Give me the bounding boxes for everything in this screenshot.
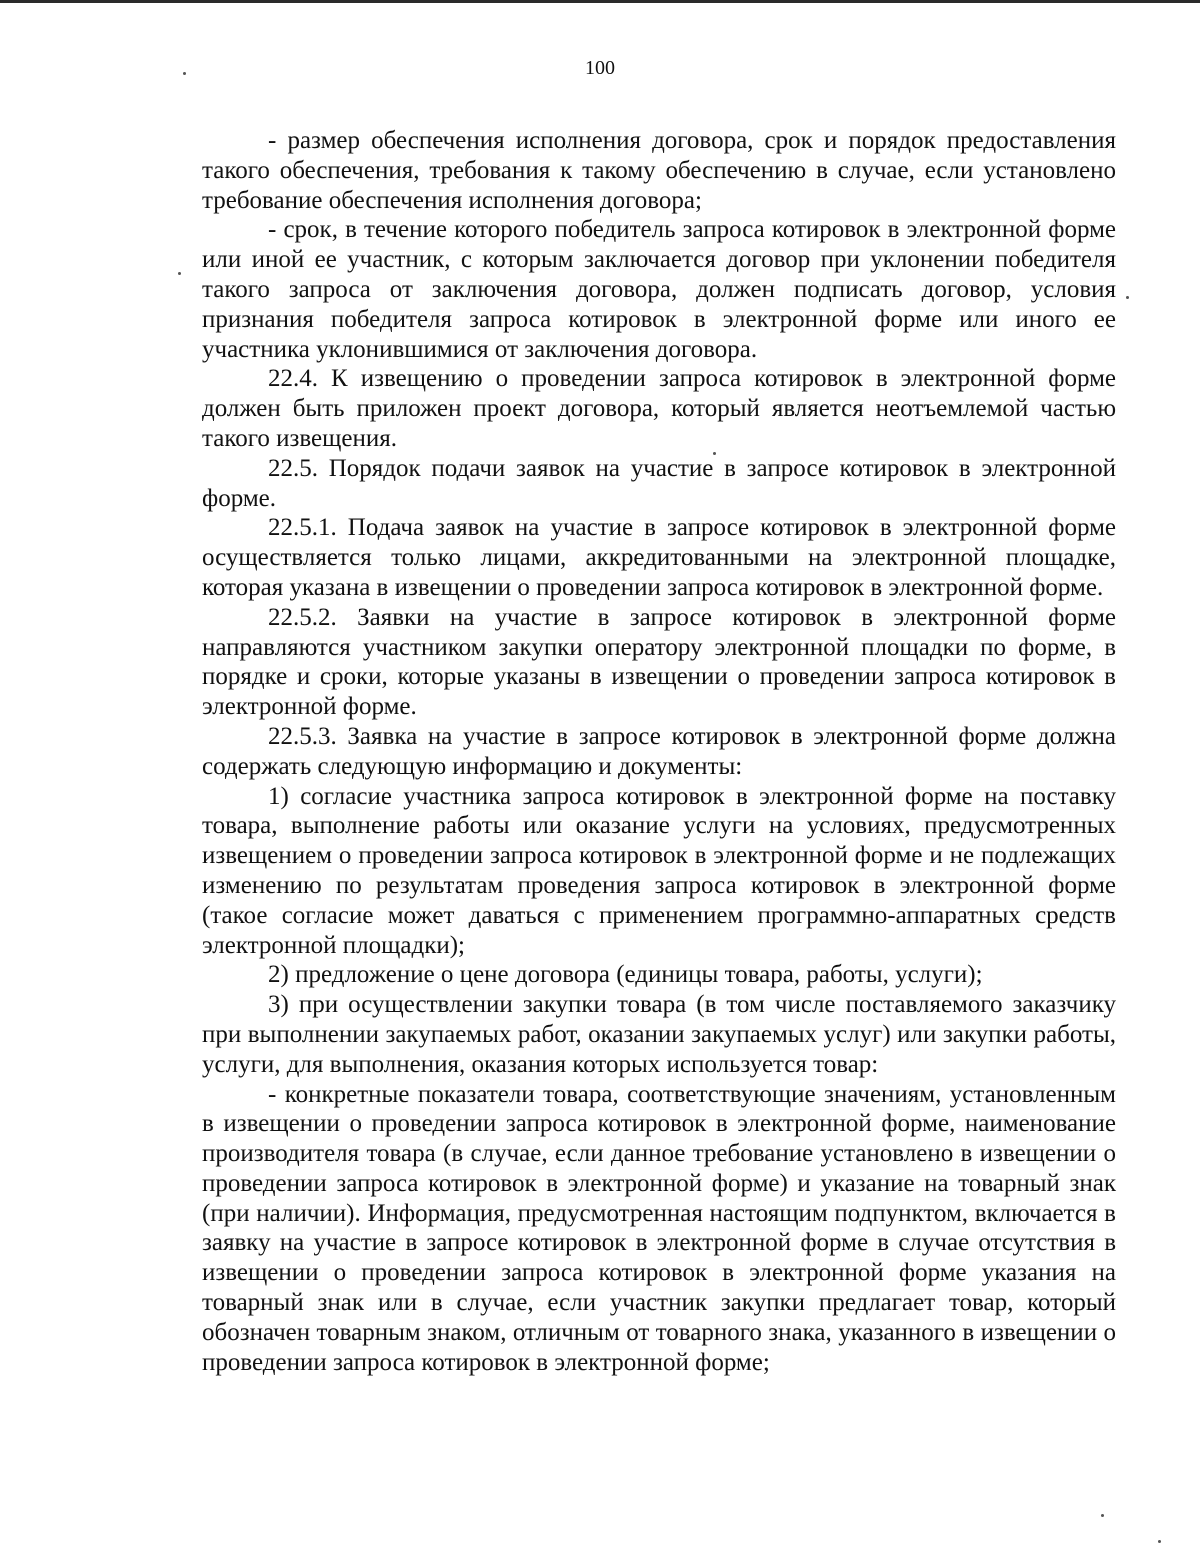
scan-top-edge (0, 0, 1200, 3)
paragraph-22-5-2: 22.5.2. Заявки на участие в запросе котировок в электронной форме направляются участником закупки оператору электронной площадки по форме, в порядке и сроки, которые указаны в извещении о проведении запроса котировок в электронной форме. (202, 603, 1116, 721)
paragraph-22-5-3: 22.5.3. Заявка на участие в запросе котировок в электронной форме должна содержать следующую информацию и документы: (202, 722, 1116, 780)
paragraph-goods-indicators: - конкретные показатели товара, соответствующие значениям, установленным в извещении о проведении запроса котировок в электронной форме, наименование производителя товара (в случае, если данное требование установлено в извещении о проведении запроса котировок в электронной форме) и указание на товарный знак (при наличии). Информация, предусмотренная настоящим подпунктом, включается в заявку на участие в запросе котировок в электронной форме в случае отсутствия в извещении о проведении запроса котировок в электронной форме указания на товарный знак или в случае, если участник закупки предлагает товар, который обозначен товарным знаком, отличным от товарного знака, указанного в извещении о проведении запроса котировок в электронной форме; (202, 1080, 1116, 1376)
paragraph-signing-term: - срок, в течение которого победитель запроса котировок в электронной форме или иной ее участник, с которым заключается договор при уклонении победителя такого запроса от заключения договора, должен подписать договор, условия признания победителя запроса котировок в электронной форме или иного ее участника уклонившимися от заключения договора. (202, 216, 1116, 363)
document-body (202, 126, 1116, 1377)
scan-speck (1158, 1540, 1161, 1543)
paragraph-item-3-goods: 3) при осуществлении закупки товара (в том числе поставляемого заказчику при выполнении закупаемых работ, оказании закупаемых услуг) или закупки работы, услуги, для выполнения, оказания которых используется товар: (202, 991, 1116, 1078)
scan-speck (1126, 296, 1129, 299)
scan-speck (1101, 1514, 1104, 1517)
paragraph-item-1-consent: 1) согласие участника запроса котировок в электронной форме на поставку товара, выполнение работы или оказание услуги на условиях, предусмотренных извещением о проведении запроса котировок в электронной форме и не подлежащих изменению по результатам проведения запроса котировок в электронной форме (такое согласие может даваться с применением программно-аппаратных средств электронной площадки); (202, 782, 1116, 959)
paragraph-22-4: 22.4. К извещению о проведении запроса котировок в электронной форме должен быть приложен проект договора, который является неотъемлемой частью такого извещения. (202, 365, 1116, 452)
paragraph-security-requirements: - размер обеспечения исполнения договора, срок и порядок предоставления такого обеспечения, требования к такому обеспечению в случае, если установлено требование обеспечения исполнения договора; (202, 127, 1116, 214)
scan-speck (183, 72, 186, 75)
paragraph-item-2-price: 2) предложение о цене договора (единицы товара, работы, услуги); (268, 961, 983, 989)
scan-speck (178, 272, 181, 275)
paragraph-22-5-1: 22.5.1. Подача заявок на участие в запросе котировок в электронной форме осуществляется только лицами, аккредитованными на электронной площадке, которая указана в извещении о проведении запроса котировок в электронной форме. (202, 514, 1116, 601)
paragraph-22-5: 22.5. Порядок подачи заявок на участие в запросе котировок в электронной форме. (202, 454, 1116, 512)
page-number: 100 (585, 57, 615, 79)
scan-speck (713, 452, 716, 455)
